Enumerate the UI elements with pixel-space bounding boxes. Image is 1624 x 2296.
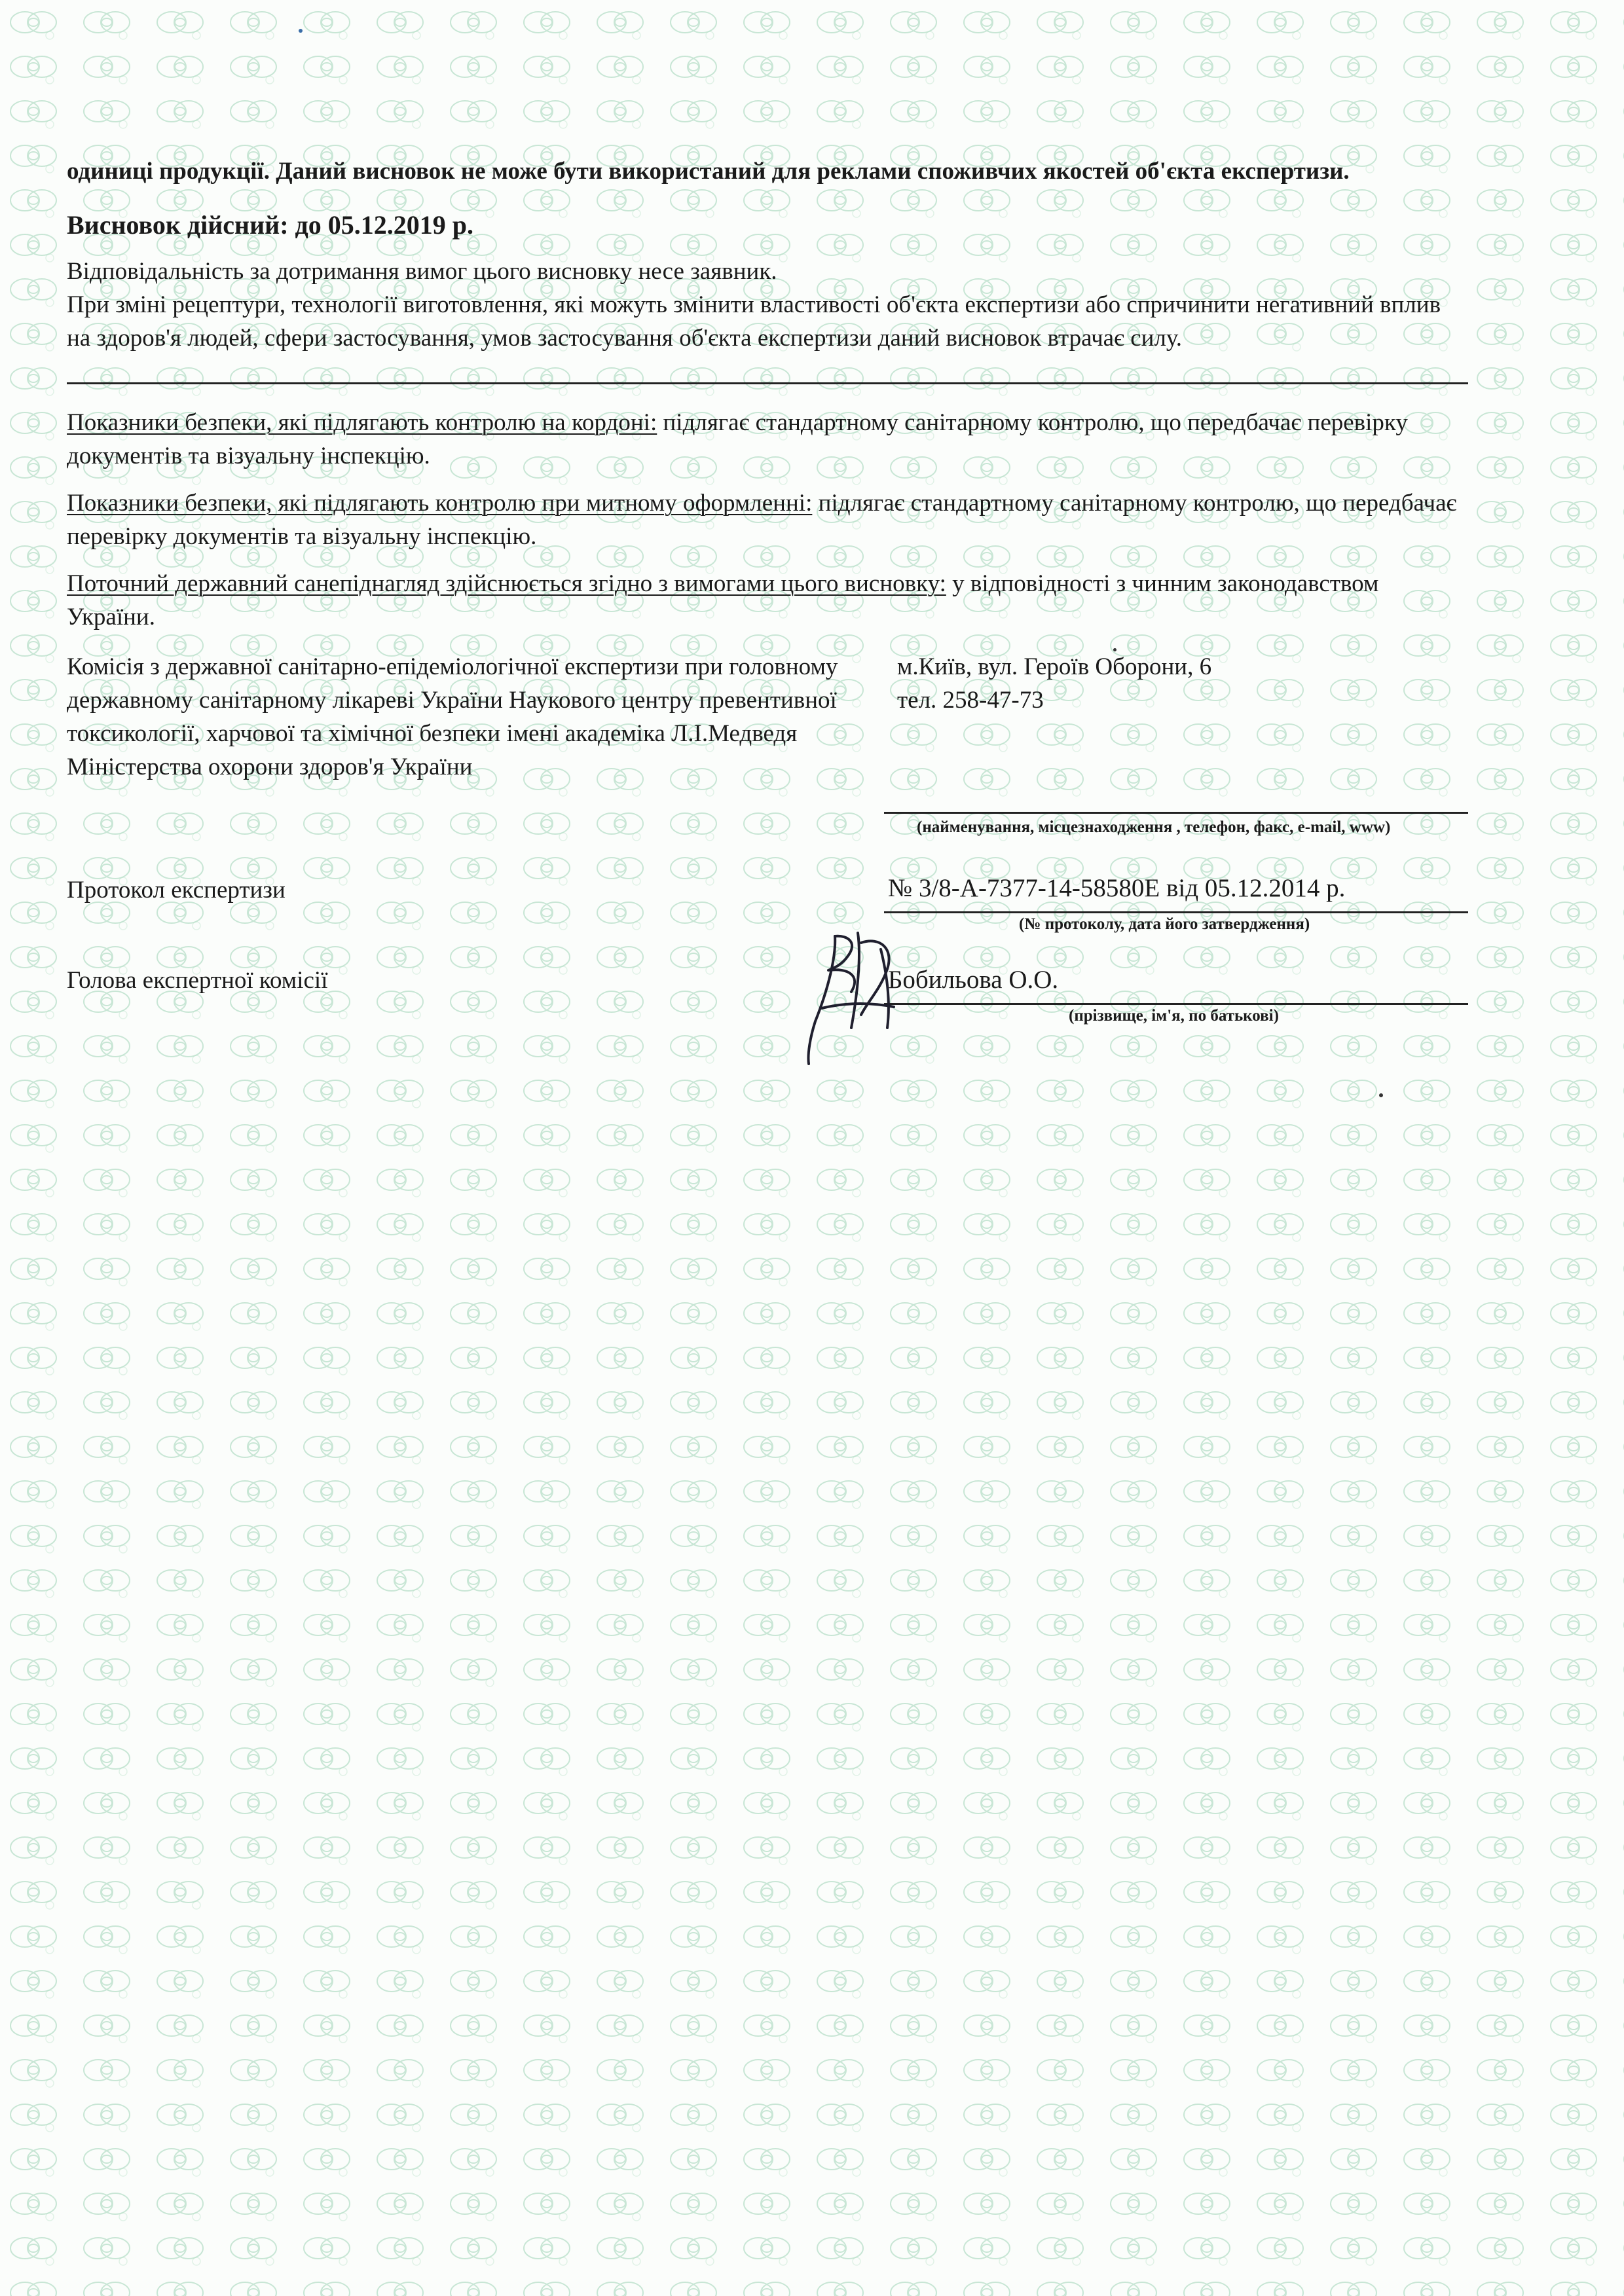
border-control-paragraph xyxy=(67,406,1468,473)
intro-paragraph xyxy=(67,155,1468,188)
responsibility-paragraph xyxy=(67,255,1468,355)
handwritten-signature xyxy=(796,930,900,1074)
protocol-value: № 3/8-А-7377-14-58580Е від 05.12.2014 р. xyxy=(888,874,1346,902)
supervision-paragraph xyxy=(67,567,1468,634)
supervision-value: у відповідності з чинним законодавством України. xyxy=(67,570,1379,630)
intro-text: одиниці продукції. Даний висновок не може бути використаний для реклами споживчих якостей об'єкта експертизи. xyxy=(67,158,1350,185)
commission-address: м.Київ, вул. Героїв Оборони, 6 xyxy=(897,653,1212,680)
section-divider xyxy=(67,382,1468,384)
protocol-underline xyxy=(884,911,1468,913)
commission-phone: тел. 258-47-73 xyxy=(897,687,1044,714)
commission-name: Комісія з державної санітарно-епідеміологічної експертизи при головному державному санітарному лікареві України Наукового центру превентивної токсикології, харчової та хімічної безпеки імені академіка Л.І.Медведя Міністерства охорони здоров'я України xyxy=(67,653,838,780)
head-value: Бобильова О.О. xyxy=(888,966,1059,994)
scan-speck xyxy=(299,29,303,33)
commission-caption: (найменування, місцезнаходження , телефон, факс, e-mail, www) xyxy=(917,818,1391,836)
protocol-caption: (№ протоколу, дата його затвердження) xyxy=(1019,915,1310,933)
validity-value: до 05.12.2019 р. xyxy=(295,210,473,240)
head-underline xyxy=(884,1003,1468,1005)
validity-label: Висновок дійсний: xyxy=(67,210,289,240)
head-label: Голова експертної комісії xyxy=(67,967,328,994)
supervision-label: Поточний державний санепіднагляд здійснюється згідно з вимогами цього висновку: xyxy=(67,570,946,597)
head-caption: (прізвище, ім'я, по батькові) xyxy=(1069,1007,1279,1025)
commission-underline xyxy=(884,812,1468,814)
customs-control-paragraph xyxy=(67,486,1468,553)
scan-speck xyxy=(1113,648,1116,651)
customs-control-label: Показники безпеки, які підлягають контролю при митному оформленні: xyxy=(67,490,813,517)
scan-speck xyxy=(1379,1093,1383,1097)
border-control-value: підлягає стандартному санітарному контролю, що передбачає перевірку документів та візуальну інспекцію. xyxy=(67,409,1408,469)
border-control-label: Показники безпеки, які підлягають контролю на кордоні: xyxy=(67,409,657,436)
commission-contacts xyxy=(897,650,1467,717)
validity-line xyxy=(67,208,1468,242)
responsibility-line-1: Відповідальність за дотримання вимог цього висновку несе заявник. xyxy=(67,258,777,285)
protocol-label: Протокол експертизи xyxy=(67,877,286,903)
responsibility-line-2: При зміні рецептури, технології виготовлення, які можуть змінити властивості об'єкта експертизи або спричинити негативний вплив на здоров'я людей, сфери застосування, умов застосування об'єкта експертизи даний висновок втрачає силу. xyxy=(67,291,1441,352)
customs-control-value: підлягає стандартному санітарному контролю, що передбачає перевірку документів та візуальну інспекцію. xyxy=(67,490,1457,550)
